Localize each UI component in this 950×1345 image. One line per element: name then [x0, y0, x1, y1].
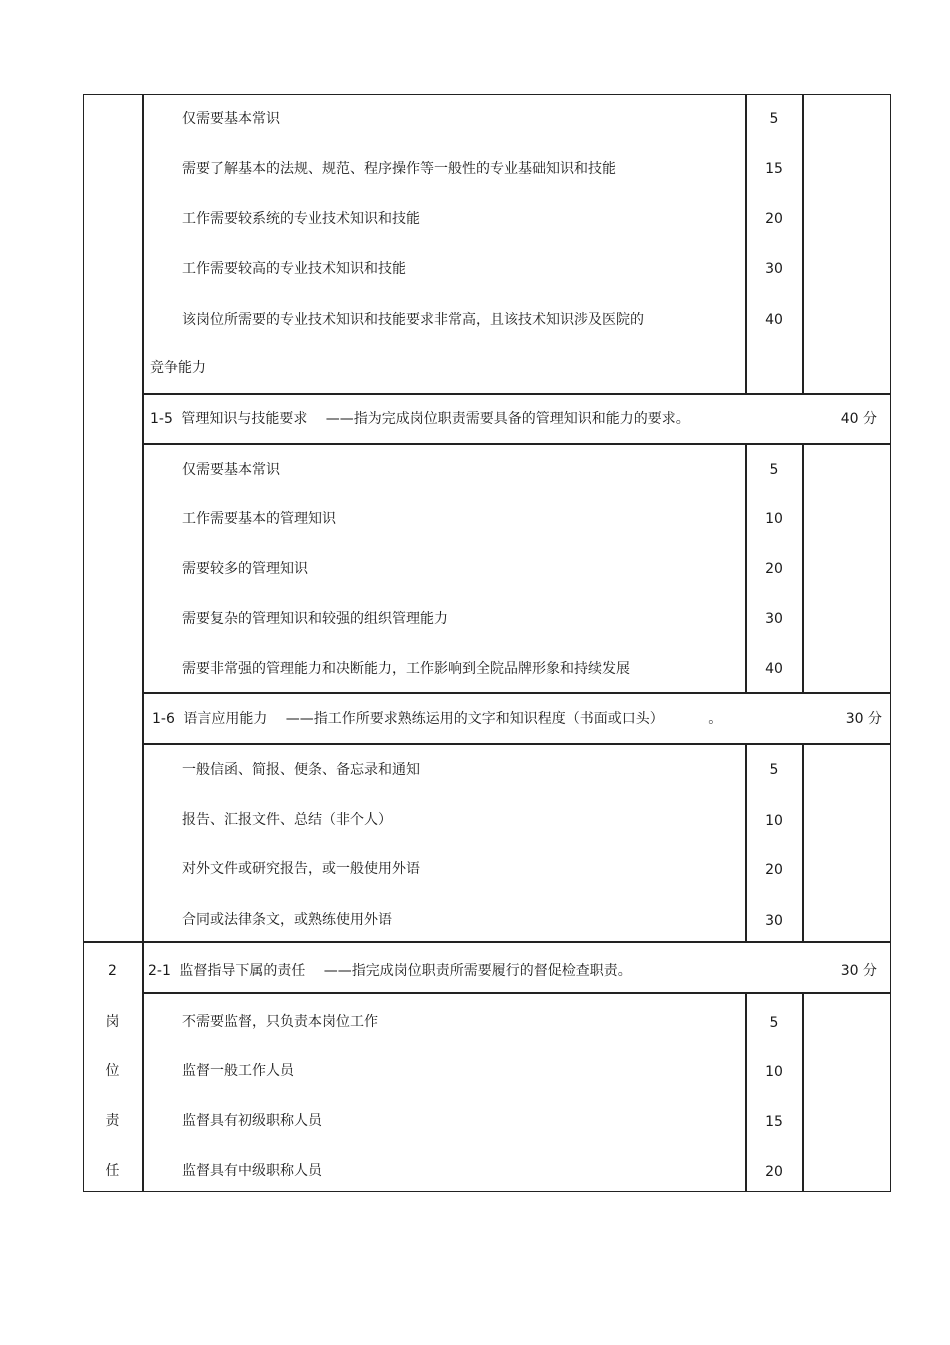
section-title: 监督指导下属的责任: [179, 963, 306, 979]
criterion-score: 20: [765, 862, 783, 878]
criterion-score: 20: [765, 1164, 783, 1180]
col-divider-blank-b: [802, 444, 804, 693]
category-char: 责: [105, 1113, 120, 1129]
section-header-1-5: [150, 410, 690, 428]
section-max-score: 30 分: [840, 963, 877, 979]
criterion-score: 15: [765, 1114, 783, 1130]
criterion-label: 该岗位所需要的专业技术知识和技能要求非常高，且该技术知识涉及医院的: [182, 312, 644, 328]
category-number: 2: [108, 963, 117, 979]
criterion-label: 监督一般工作人员: [182, 1063, 294, 1079]
section-code: 2-1: [148, 963, 171, 979]
criterion-score: 10: [765, 813, 783, 829]
criterion-label: 需要非常强的管理能力和决断能力，工作影响到全院品牌形象和持续发展: [182, 661, 630, 677]
criterion-score: 40: [765, 312, 783, 328]
section-end-mark: 。: [708, 711, 723, 727]
criterion-label: 合同或法律条文，或熟练使用外语: [182, 912, 392, 928]
col-divider-blank-a: [802, 94, 804, 394]
criterion-score: 5: [769, 462, 779, 478]
criterion-label: 对外文件或研究报告，或一般使用外语: [182, 861, 420, 877]
criterion-label-continuation: 竞争能力: [150, 360, 206, 376]
section-code: 1-6: [152, 711, 175, 727]
col-divider-left: [142, 94, 144, 1192]
criterion-label: 工作需要较系统的专业技术知识和技能: [182, 211, 420, 227]
criterion-score: 20: [765, 211, 783, 227]
section-header-1-6: [152, 710, 722, 728]
row-divider: [83, 941, 891, 943]
criterion-score: 30: [765, 261, 783, 277]
criterion-score: 15: [765, 161, 783, 177]
criterion-label: 一般信函、简报、便条、备忘录和通知: [182, 762, 420, 778]
criterion-label: 报告、汇报文件、总结（非个人）: [182, 812, 392, 828]
row-divider: [142, 743, 891, 745]
col-divider-blank-d: [802, 993, 804, 1192]
criterion-label: 工作需要基本的管理知识: [182, 511, 336, 527]
section-description: ——指为完成岗位职责需要具备的管理知识和能力的要求。: [325, 411, 690, 427]
col-divider-score-a: [745, 94, 747, 394]
category-char: 位: [105, 1063, 120, 1079]
row-divider: [142, 992, 891, 994]
row-divider: [142, 393, 891, 395]
row-divider: [142, 443, 891, 445]
criterion-label: 需要了解基本的法规、规范、程序操作等一般性的专业基础知识和技能: [182, 161, 616, 177]
category-char: 岗: [105, 1014, 120, 1030]
criterion-score: 40: [765, 661, 783, 677]
criterion-score: 20: [765, 561, 783, 577]
criterion-score: 5: [769, 762, 779, 778]
section-title: 语言应用能力: [183, 711, 268, 727]
section-description: ——指完成岗位职责所需要履行的督促检查职责。: [323, 963, 632, 979]
section-description: ——指工作所要求熟练运用的文字和知识程度（书面或口头）: [285, 711, 664, 727]
section-title: 管理知识与技能要求: [181, 411, 308, 427]
category-char: 任: [105, 1163, 120, 1179]
criterion-label: 仅需要基本常识: [182, 462, 280, 478]
criterion-label: 监督具有初级职称人员: [182, 1113, 322, 1129]
criterion-score: 10: [765, 511, 783, 527]
criterion-label: 仅需要基本常识: [182, 111, 280, 127]
section-header-2-1: [148, 962, 632, 980]
section-code: 1-5: [150, 411, 173, 427]
criterion-score: 5: [769, 1015, 779, 1031]
section-max-score: 30 分: [845, 711, 882, 727]
criterion-label: 工作需要较高的专业技术知识和技能: [182, 261, 406, 277]
criterion-score: 30: [765, 913, 783, 929]
col-divider-blank-c: [802, 744, 804, 942]
criterion-label: 不需要监督，只负责本岗位工作: [182, 1014, 378, 1030]
criterion-label: 需要复杂的管理知识和较强的组织管理能力: [182, 611, 448, 627]
criterion-score: 30: [765, 611, 783, 627]
criterion-label: 需要较多的管理知识: [182, 561, 308, 577]
criterion-label: 监督具有中级职称人员: [182, 1163, 322, 1179]
section-max-score: 40 分: [840, 411, 877, 427]
criterion-score: 10: [765, 1064, 783, 1080]
criterion-score: 5: [769, 111, 779, 127]
row-divider: [142, 692, 891, 694]
